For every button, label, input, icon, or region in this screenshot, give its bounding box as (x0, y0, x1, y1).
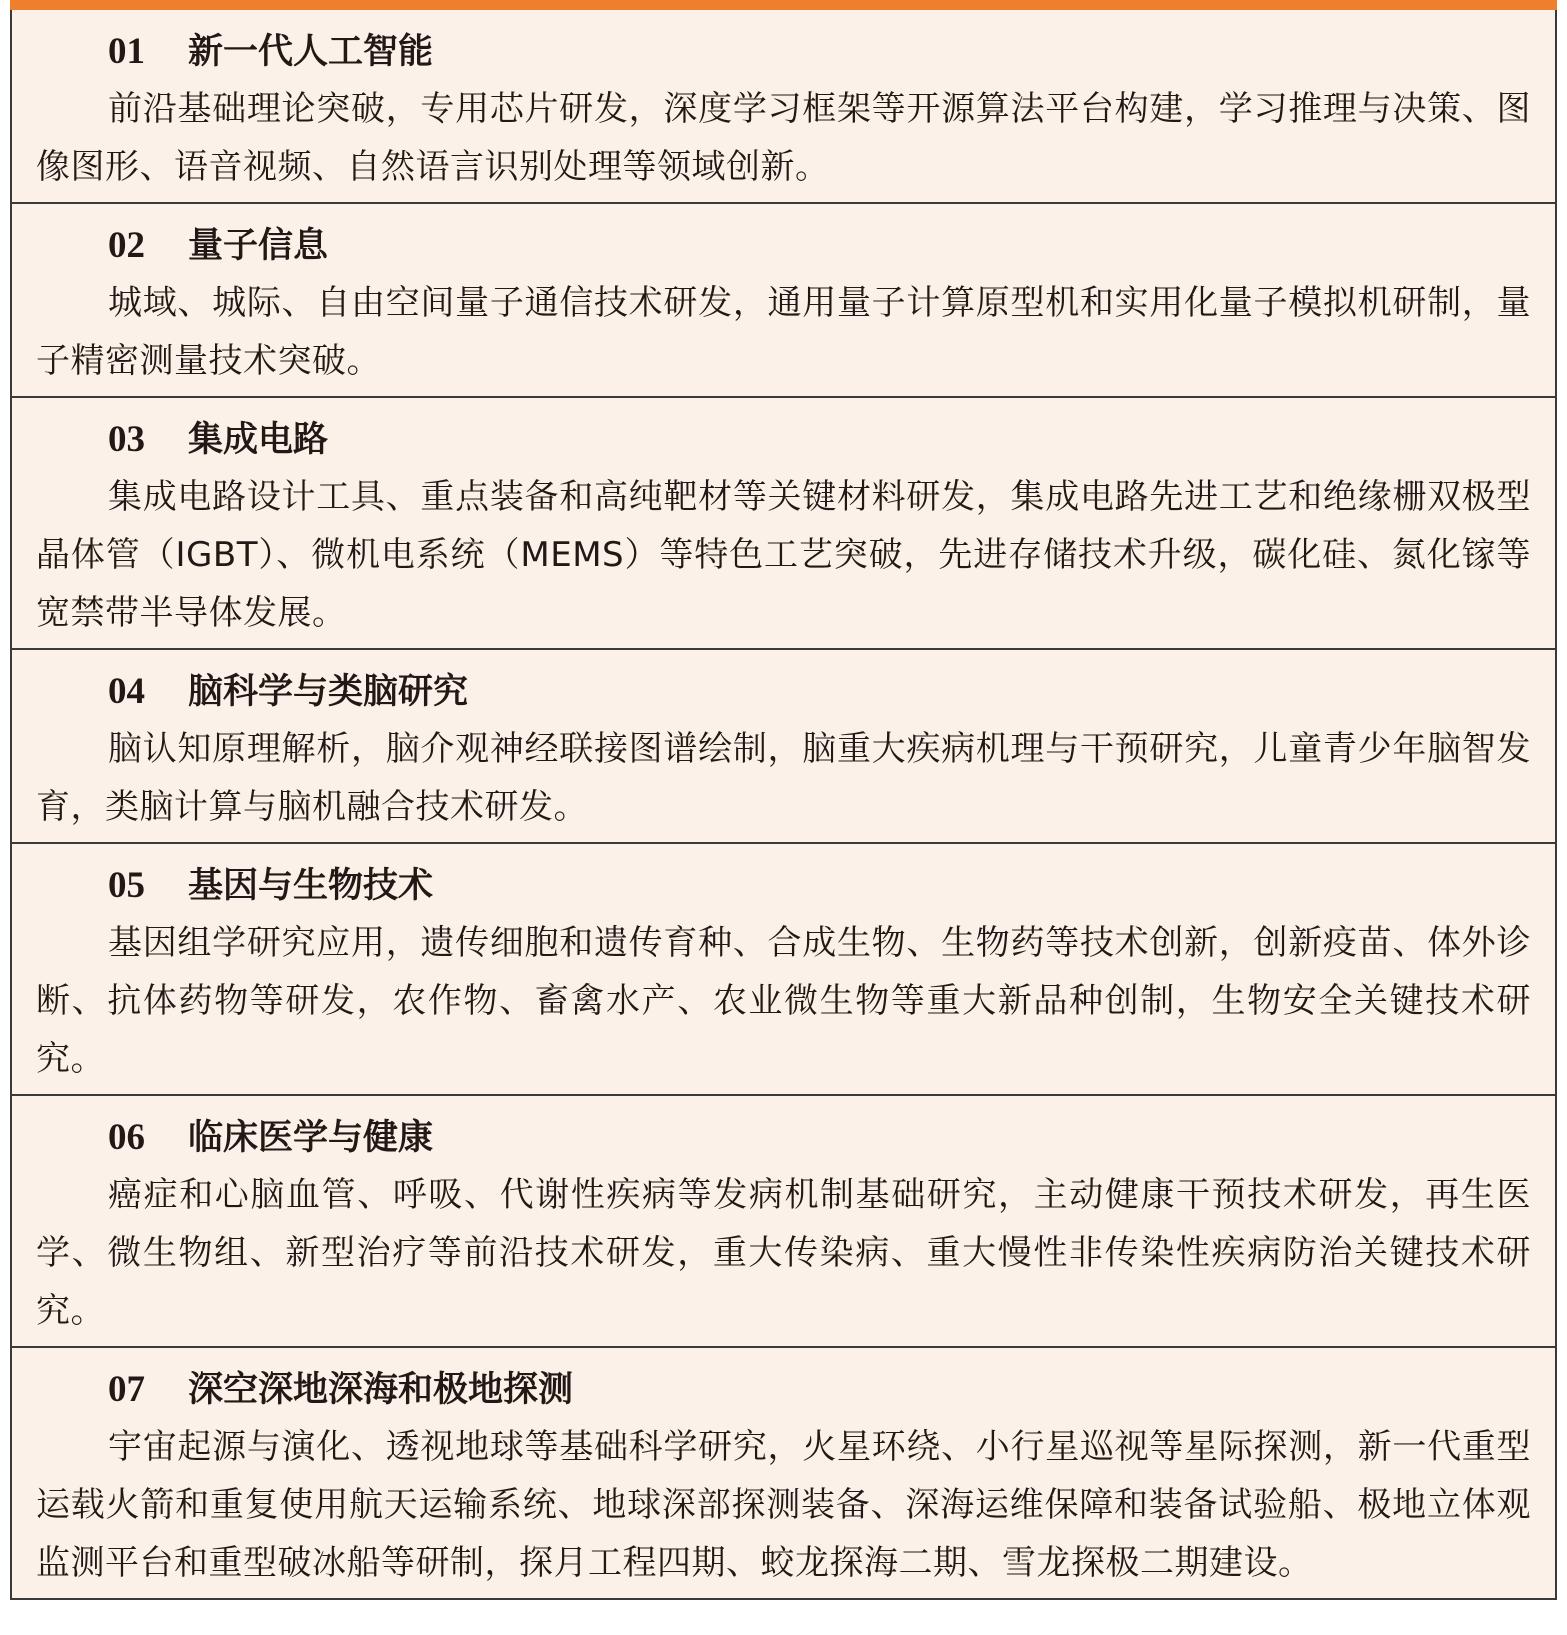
row-heading (36, 24, 1531, 80)
row-heading (36, 1362, 1531, 1418)
row-number: 02 (108, 225, 145, 266)
table-row-03 (12, 396, 1555, 648)
row-heading (36, 1110, 1531, 1166)
row-title: 集成电路 (188, 419, 329, 460)
row-number: 06 (108, 1117, 145, 1158)
row-description: 宇宙起源与演化、透视地球等基础科学研究，火星环绕、小行星巡视等星际探测，新一代重型运载火箭和重复使用航天运输系统、地球深部探测装备、深海运维保障和装备试验船、极地立体观监测平台和重型破冰船等研制，探月工程四期、蛟龙探海二期、雪龙探极二期建设。 (36, 1427, 1531, 1583)
row-heading (36, 218, 1531, 274)
table-row-07 (12, 1346, 1555, 1598)
row-description: 脑认知原理解析，脑介观神经联接图谱绘制，脑重大疾病机理与干预研究，儿童青少年脑智发育，类脑计算与脑机融合技术研发。 (36, 729, 1531, 827)
table-row-05 (12, 842, 1555, 1094)
row-title: 基因与生物技术 (188, 865, 434, 906)
row-heading (36, 412, 1531, 468)
table-row-06 (12, 1094, 1555, 1346)
table-row-04 (12, 648, 1555, 842)
row-title: 新一代人工智能 (188, 31, 434, 72)
frontier-fields-table (10, 10, 1557, 1600)
row-title: 深空深地深海和极地探测 (188, 1369, 574, 1410)
row-description: 癌症和心脑血管、呼吸、代谢性疾病等发病机制基础研究，主动健康干预技术研发，再生医学、微生物组、新型治疗等前沿技术研发，重大传染病、重大慢性非传染性疾病防治关键技术研究。 (36, 1175, 1531, 1331)
row-number: 04 (108, 671, 145, 712)
table-row-02 (12, 202, 1555, 396)
row-number: 05 (108, 865, 145, 906)
top-accent-bar (10, 0, 1557, 10)
row-description: 基因组学研究应用，遗传细胞和遗传育种、合成生物、生物药等技术创新，创新疫苗、体外诊断、抗体药物等研发，农作物、畜禽水产、农业微生物等重大新品种创制，生物安全关键技术研究。 (36, 923, 1531, 1079)
row-heading (36, 858, 1531, 914)
row-title: 临床医学与健康 (188, 1117, 434, 1158)
row-description: 城域、城际、自由空间量子通信技术研发，通用量子计算原型机和实用化量子模拟机研制，量子精密测量技术突破。 (36, 283, 1531, 381)
row-description: 集成电路设计工具、重点装备和高纯靶材等关键材料研发，集成电路先进工艺和绝缘栅双极型晶体管（IGBT）、微机电系统（MEMS）等特色工艺突破，先进存储技术升级，碳化硅、氮化镓等宽禁带半导体发展。 (36, 477, 1531, 633)
row-title: 脑科学与类脑研究 (188, 671, 469, 712)
row-title: 量子信息 (188, 225, 329, 266)
row-number: 03 (108, 419, 145, 460)
row-description: 前沿基础理论突破，专用芯片研发，深度学习框架等开源算法平台构建，学习推理与决策、图像图形、语音视频、自然语言识别处理等领域创新。 (36, 89, 1531, 187)
table-row-01 (12, 10, 1555, 202)
row-number: 07 (108, 1369, 145, 1410)
row-number: 01 (108, 31, 145, 72)
row-heading (36, 664, 1531, 720)
